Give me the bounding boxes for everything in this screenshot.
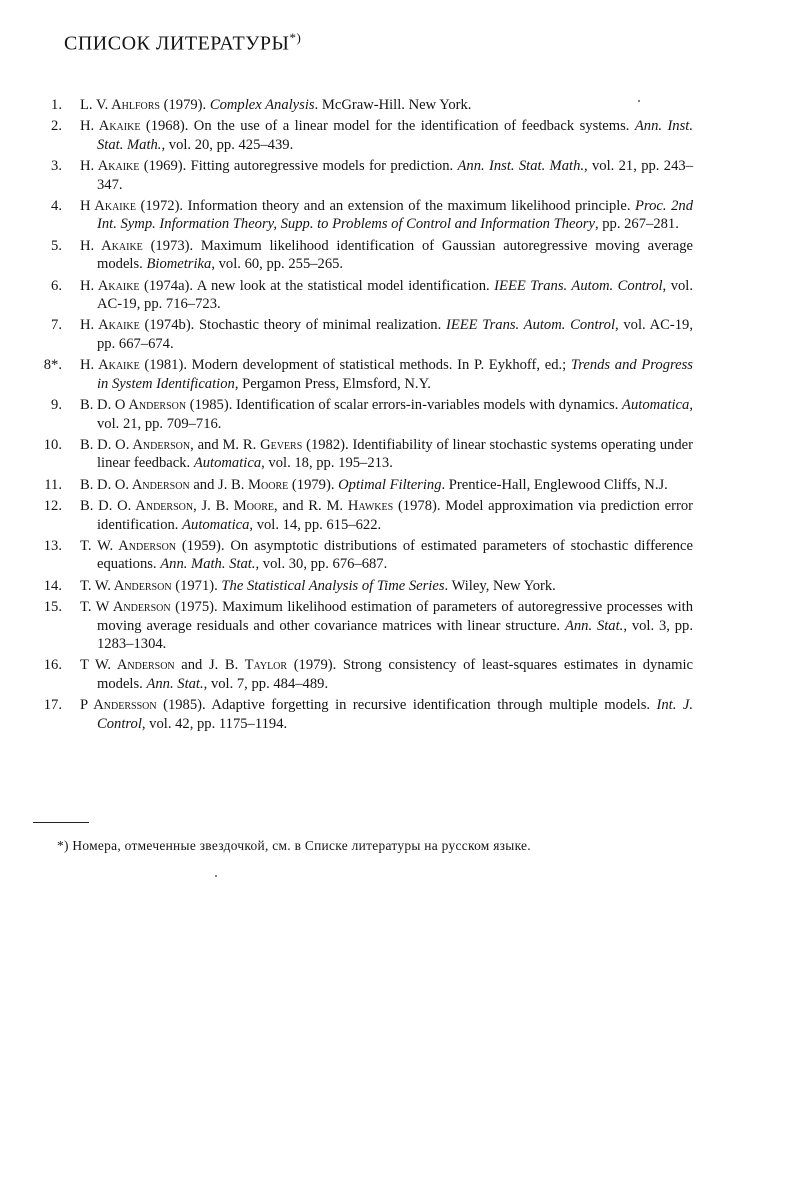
reference-number: 10. [43,436,62,453]
reference-item [0,96,795,114]
reference-source: Automatica [193,455,262,472]
reference-text [80,117,693,154]
reference-item [0,598,795,653]
reference-text-part: , vol. 21, pp. 709–716. [97,397,693,432]
scan-speck [638,100,640,102]
reference-text-part: (1973). Maximum likelihood identification of Gaussian autoregressive moving average models. [97,237,693,273]
reference-number: 17. [43,697,62,714]
reference-item [0,197,795,234]
reference-item [0,476,795,494]
reference-text-part: , vol. 14, pp. 615–622. [249,516,382,533]
reference-text-part: , vol. 30, pp. 676–687. [255,556,388,573]
reference-text-part: , vol. 7, pp. 484–489. [203,675,329,692]
reference-number: 14. [43,577,62,594]
reference-item [0,577,795,595]
reference-text-part: , Pergamon Press, Elmsford, N.Y. [234,375,431,392]
reference-text [80,356,693,393]
reference-author: B. D. O. Anderson, J. B. Moore [80,498,274,515]
reference-text [80,598,693,653]
reference-number: 5. [51,237,62,254]
reference-text-part: (1982). Identifiability of linear stochastic systems operating under linear feedback. [97,436,693,472]
reference-number: 7. [51,317,62,334]
reference-author: M. R. Gevers [222,436,303,453]
reference-text [80,537,693,574]
reference-number: 9. [51,397,62,414]
reference-text [80,277,693,314]
reference-source: Ann. Stat. [146,675,204,692]
reference-text [80,656,693,693]
reference-number: 6. [51,277,62,294]
reference-text-part: (1959). On asymptotic distributions of estimated parameters of stochastic difference equations. [97,537,693,573]
reference-source: Biometrika [146,256,212,273]
reference-number: 4. [51,198,62,215]
reference-source: The Statistical Analysis of Time Series [221,577,445,594]
reference-number: 12. [43,498,62,515]
reference-text-part: (1975). Maximum likelihood estimation of parameters of autoregressive processes with moving average residuals and other covariance matrices with linear structure. [97,599,693,634]
reference-author: J. B. Taylor [208,657,288,674]
reference-text-part: , vol. 60, pp. 255–265. [211,256,344,273]
reference-text-part: , vol. 42, pp. 1175–1194. [141,715,288,732]
reference-item [0,356,795,393]
reference-author: J. B. Moore [218,476,289,493]
reference-author: R. M. Hawkes [308,498,394,515]
reference-text-part: . Prentice-Hall, Englewood Cliffs, N.J. [441,476,668,493]
reference-text-part: (1985). Adaptive forgetting in recursive identification through multiple models. [156,697,657,714]
reference-text-part: . McGraw-Hill. New York. [314,97,472,113]
reference-source: Trends and Progress in System Identification [97,357,693,392]
reference-item [0,436,795,473]
reference-text [80,316,693,353]
reference-source: IEEE Trans. Autom. Control [445,317,616,334]
reference-author: H. Akaike [80,357,140,374]
reference-text-part: (1974b). Stochastic theory of minimal realization. [139,317,446,334]
reference-author: T W. Anderson [80,657,175,674]
reference-author: H. Akaike [80,158,140,175]
reference-text [80,157,693,194]
reference-text-part: and [174,657,209,674]
reference-text-part: (1971). [171,577,222,594]
reference-item [0,537,795,574]
reference-text-part: (1974a). A new look at the statistical model identification. [139,277,495,294]
reference-list [0,96,795,736]
reference-item [0,656,795,693]
reference-source: Complex Analysis [209,97,315,113]
reference-text-part: and [189,476,219,493]
reference-text-part: , vol. 3, pp. 1283–1304. [97,617,694,652]
reference-text-part: (1979). [159,97,210,113]
reference-number: 3. [51,158,62,175]
reference-text-part: (1979). Strong consistency of least-squares estimates in dynamic models. [97,657,693,692]
reference-text-part: , and [273,498,309,515]
reference-item [0,277,795,314]
reference-item [0,316,795,353]
reference-text-part: (1985). Identification of scalar errors-in-variables models with dynamics. [186,397,623,414]
reference-text [80,96,693,114]
reference-author: B. D. O. Anderson [80,476,190,493]
reference-author: L. V. Ahlfors [80,97,160,113]
reference-text [80,577,693,595]
reference-author: T. W. Anderson [80,537,177,554]
scan-speck [215,875,217,877]
reference-item [0,157,795,194]
reference-author: H. Akaike [80,317,140,334]
reference-text [80,476,693,494]
reference-source: Int. J. Control [97,697,693,732]
reference-text [80,237,693,274]
reference-author: T. W Anderson [80,599,171,616]
reference-text-part: , and [190,436,223,453]
reference-text [80,436,693,473]
title-text: СПИСОК ЛИТЕРАТУРЫ [64,32,290,55]
reference-text-part: , vol. 18, pp. 195–213. [261,455,393,472]
footnote-divider [33,822,89,823]
reference-text-part: (1969). Fitting autoregressive models for prediction. [139,158,458,175]
reference-number: 16. [43,657,62,674]
page-title [64,30,301,56]
reference-text-part: . Wiley, New York. [444,577,556,594]
reference-text-part: , pp. 267–281. [594,216,679,233]
reference-number: 11. [44,476,62,493]
reference-author: T. W. Anderson [80,577,172,594]
reference-number: 8*. [43,357,62,374]
reference-item [0,237,795,274]
reference-author: H. Akaike [80,277,140,294]
footnote: *) Номера, отмеченные звездочкой, см. в Списке литературы на русском языке. [57,838,531,853]
reference-text-part: , vol. AC-19, pp. 716–723. [97,277,693,313]
reference-text-part: , vol. 20, pp. 425–439. [161,136,294,153]
reference-source: Ann. Stat. [564,617,624,634]
reference-source: Automatica [622,397,690,414]
reference-text [80,497,693,534]
reference-source: Optimal Filtering [338,476,442,493]
title-footnote-marker: *) [289,30,302,45]
reference-number: 13. [43,537,62,554]
reference-author: B. D. O Anderson [80,397,187,414]
reference-number: 2. [51,118,62,135]
reference-text [80,396,693,433]
reference-text-part: (1968). On the use of a linear model for the identification of feedback systems. [140,118,635,135]
reference-author: B. D. O. Anderson [80,436,191,453]
reference-source: Ann. Math. Stat. [160,556,256,573]
reference-text-part: (1979). [288,476,339,493]
reference-item [0,396,795,433]
reference-author: H. Akaike [80,118,141,135]
reference-author: H. Akaike [80,237,143,254]
reference-source: Ann. Inst. Stat. Math. [97,118,693,153]
reference-item [0,497,795,534]
reference-source: Proc. 2nd Int. Symp. Information Theory, Supp. to Problems of Control and Information Theory [97,198,693,233]
reference-text-part: (1978). Model approximation via prediction error identification. [97,498,693,533]
reference-text-part: , vol. 21, pp. 243–347. [97,158,693,193]
reference-text-part: , vol. AC-19, pp. 667–674. [97,317,693,352]
reference-item [0,117,795,154]
reference-text-part: (1972). Information theory and an extension of the maximum likelihood principle. [135,198,636,215]
reference-text [80,696,693,733]
reference-source: Automatica [182,516,250,533]
reference-text [80,197,693,234]
reference-item [0,696,795,733]
reference-text-part: (1981). Modern development of statistical methods. In P. Eykhoff, ed.; [139,357,571,374]
reference-source: IEEE Trans. Autom. Control [494,277,663,294]
reference-source: Ann. Inst. Stat. Math. [457,158,585,175]
reference-number: 1. [51,97,62,113]
reference-author: P Andersson [80,697,157,714]
reference-author: H Akaike [80,198,136,215]
reference-number: 15. [43,599,62,616]
